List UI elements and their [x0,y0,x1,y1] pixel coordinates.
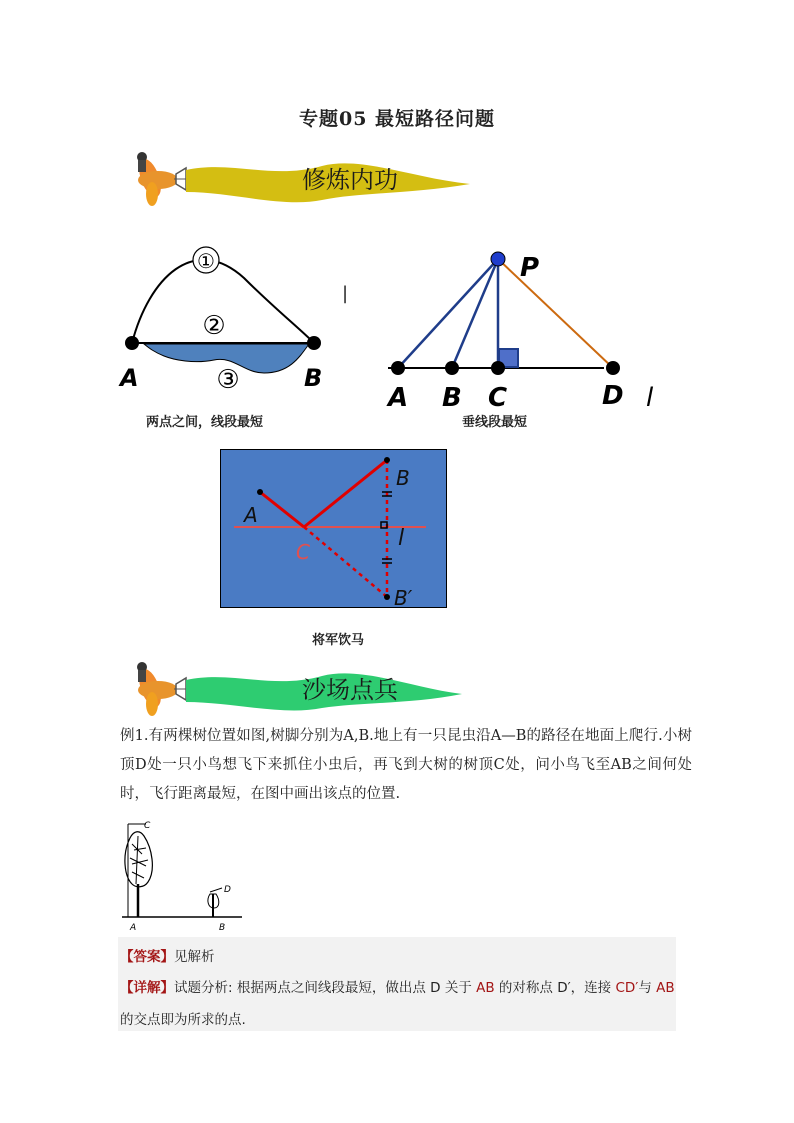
point-a-label: A [388,383,409,411]
svg-text:①: ① [197,249,215,273]
fig1-caption: 两点之间，线段最短 [146,415,264,430]
tree-label-a: A [130,923,137,933]
figure-jiangjun-yinma [220,449,448,609]
path-label-3 [216,365,239,395]
detail-red-1: AB [476,980,495,996]
answer-text: 见解析 [174,949,215,965]
line-l-label: l [646,383,654,411]
answer-line [120,945,215,965]
detail-tag: 【详解】 [120,980,174,996]
point-p-label: P [520,253,540,283]
point-b-label: B [304,364,323,392]
airplane-icon [135,152,188,206]
svg-text:③: ③ [216,365,240,395]
point-d-label: D [602,381,624,411]
answer-tag: 【答案】 [120,949,174,965]
tree-label-b: B [219,923,226,933]
airplane-icon [135,662,188,716]
tree-label-d: D [224,885,231,895]
line-l-label: l [398,526,405,551]
page-title: 专题05 最短路径问题 [298,108,496,130]
figure-perpendicular [384,246,674,411]
point-b-prime-label: B′ [394,586,413,609]
detail-text-1: 试题分析: 根据两点之间线段最短，做出点 D 关于 [174,980,477,996]
point-b-label: B [442,383,462,411]
banner-xiulian [112,148,472,210]
fig2-caption: 垂线段最短 [462,415,528,430]
banner-shachang [112,658,472,718]
detail-red-3: AB [656,980,675,996]
banner1-text: 修炼内功 [302,166,398,194]
banner2-text: 沙场点兵 [302,676,398,704]
detail-text-2: 的对称点 D′，连接 [494,980,616,996]
figure-shortest-segment [114,238,344,398]
point-a-label: A [244,503,258,527]
tree-label-c: C [144,821,151,831]
path-label-2 [202,311,225,341]
detail-red-2: CD′ [615,980,639,996]
point-c-label: C [488,383,508,411]
stray-mark: | [342,283,349,304]
fig3-caption: 将军饮马 [312,633,365,648]
point-b-label: B [396,466,410,490]
detail-line-2: 的交点即为所求的点. [120,1012,246,1028]
detail-line [120,976,676,996]
figure-trees [118,814,248,934]
svg-text:②: ② [202,311,226,341]
path-label-1 [193,247,219,273]
example-text: 例1.有两棵树位置如图,树脚分别为A,B.地上有一只昆虫沿A—B的路径在地面上爬行.小树顶D处一只小鸟想飞下来抓住小虫后，再飞到大树的树顶C处，问小鸟飞至AB之间何处时，飞行距离最短，在图中画出该点的位置. [120,728,692,802]
point-c-label: C [296,540,310,564]
point-a-label: A [120,364,139,392]
detail-text-3: 与 [638,980,657,996]
